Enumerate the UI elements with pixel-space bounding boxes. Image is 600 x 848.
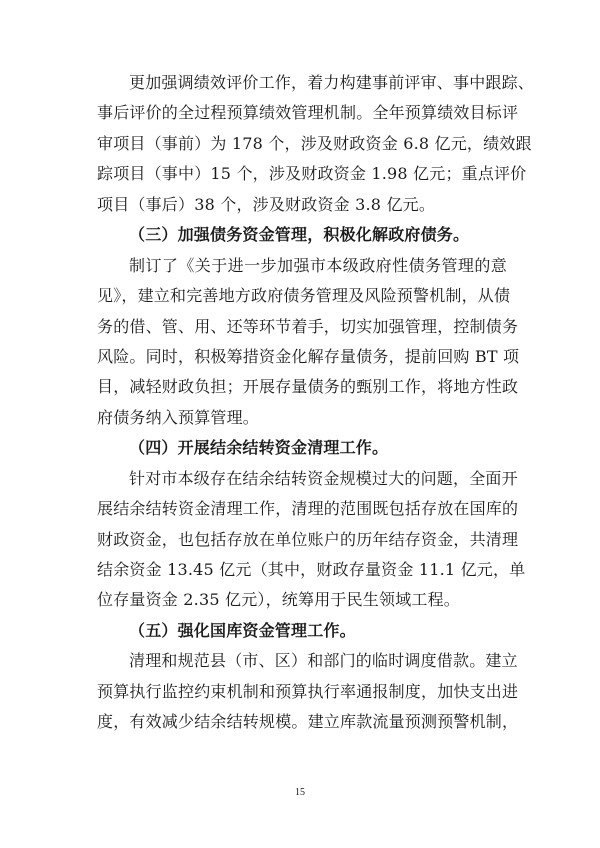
body-text bbox=[97, 68, 535, 738]
paragraph-line: 府债务纳入预算管理。 bbox=[97, 407, 260, 427]
paragraph-line: 清理和规范县（市、区）和部门的临时调度借款。建立 bbox=[129, 651, 518, 671]
paragraph-line: 针对市本级存在结余结转资金规模过大的问题，全面开 bbox=[129, 468, 518, 488]
paragraph-line: 见》，建立和完善地方政府债务管理及风险预警机制，从债 bbox=[97, 286, 511, 306]
paragraph-line: 目，减轻财政负担；开展存量债务的甄别工作，将地方性政 bbox=[97, 377, 519, 397]
page-number: 15 bbox=[295, 787, 305, 798]
paragraph-line: 踪项目（事中）15 个，涉及财政资金 1.98 亿元；重点评价 bbox=[97, 164, 527, 184]
paragraph-line: 务的借、管、用、还等环节着手，切实加强管理，控制债务 bbox=[97, 316, 519, 336]
section-heading-4: （四）开展结余结转资金清理工作。 bbox=[129, 438, 389, 458]
paragraph-line: 风险。同时，积极筹措资金化解存量债务，提前回购 BT 项 bbox=[97, 346, 520, 366]
section-heading-5: （五）强化国库资金管理工作。 bbox=[129, 620, 356, 640]
paragraph-line: 结余资金 13.45 亿元（其中，财政存量资金 11.1 亿元，单 bbox=[97, 560, 526, 579]
paragraph-line: 项目（事后）38 个，涉及财政资金 3.8 亿元。 bbox=[97, 194, 436, 214]
paragraph-line: 更加强调绩效评价工作，着力构建事前评审、事中跟踪、 bbox=[129, 73, 535, 92]
paragraph-line: 度，有效减少结余结转规模。建立库款流量预测预警机制， bbox=[97, 712, 519, 732]
paragraph-line: 制订了《关于进一步加强市本级政府性债务管理的意 bbox=[129, 255, 507, 275]
paragraph-line: 展结余结转资金清理工作，清理的范围既包括存放在国库的 bbox=[97, 499, 519, 519]
paragraph-line: 预算执行监控约束机制和预算执行率通报制度，加快支出进 bbox=[97, 681, 519, 701]
paragraph-line: 财政资金，也包括存放在单位账户的历年结存资金，共清理 bbox=[97, 529, 519, 549]
paragraph-line: 事后评价的全过程预算绩效管理机制。全年预算绩效目标评 bbox=[97, 103, 519, 123]
paragraph-line: 审项目（事前）为 178 个，涉及财政资金 6.8 亿元，绩效跟 bbox=[97, 133, 532, 153]
section-heading-3: （三）加强债务资金管理，积极化解政府债务。 bbox=[129, 225, 470, 245]
paragraph-line: 位存量资金 2.35 亿元），统筹用于民生领域工程。 bbox=[97, 590, 460, 610]
